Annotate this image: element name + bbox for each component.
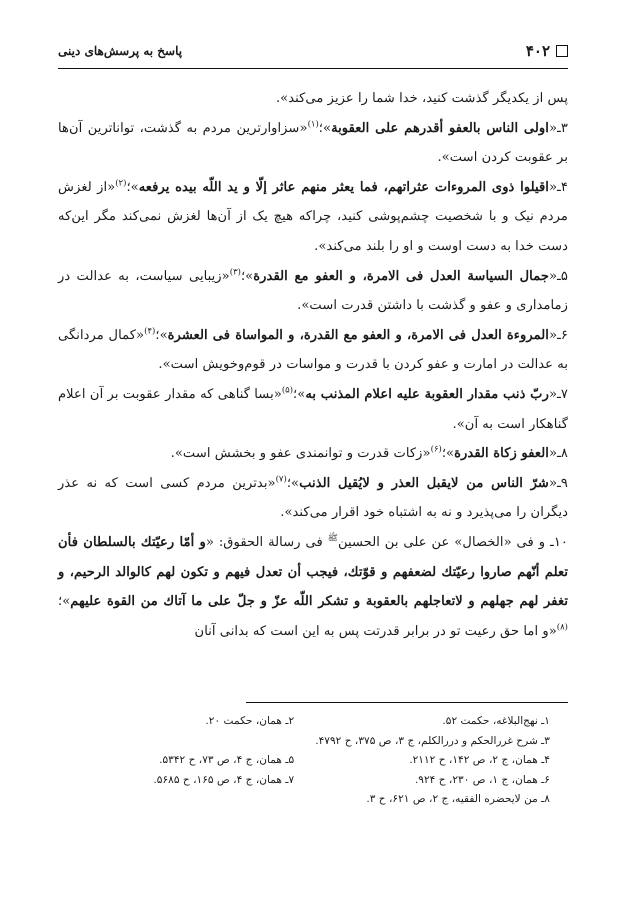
text-run: ۹ـ« bbox=[548, 475, 568, 491]
paragraph-p5 bbox=[58, 262, 568, 321]
footnote-marker: (۲) bbox=[115, 178, 127, 189]
text-run: ۶ـ« bbox=[548, 327, 568, 343]
square-icon bbox=[556, 45, 568, 57]
text-run: »؛ bbox=[293, 386, 306, 402]
text-run: «بدترین مردم کسی است که نه عذر دیگران را می‌پذیرد و نه به اشتباه خود اقرار می‌کند». bbox=[58, 475, 568, 521]
book-title: پاسخ به پرسش‌های دینی bbox=[58, 44, 183, 58]
paragraph-p3 bbox=[58, 114, 568, 173]
footnote-row bbox=[58, 751, 550, 771]
text-run: »؛ bbox=[318, 120, 332, 136]
arabic-quote: و أمّا رعیّتك بالسلطان فأن تعلم أنّهم صاروا رعیّتك لضعفهم و قوّتك، فیجب أن تعدل فیهم و تکون لهم کالوالد الرحیم، و تغفر لهم جهلهم و لاتعاجلهم بالعقوبة و تشکر اللّه عزّ و جلّ علی ما آتاك من القوة علیهم bbox=[58, 534, 568, 610]
text-run: »؛ bbox=[441, 446, 455, 462]
footnote-marker: (۱) bbox=[307, 119, 319, 130]
footnote-marker: (۵) bbox=[281, 385, 294, 396]
text-run: »؛ bbox=[155, 327, 168, 343]
arabic-quote: شرّ الناس من لایقبل العذر و لایُقیل الذنب bbox=[299, 475, 549, 491]
text-run: ۴ـ« bbox=[548, 179, 568, 195]
footnote: ۷ـ همان، ج ۴، ص ۱۶۵، ح ۵۶۸۵. bbox=[153, 773, 295, 786]
footnote-marker: (۳) bbox=[229, 267, 241, 278]
footnote: ۲ـ همان، حکمت ۲۰. bbox=[205, 715, 295, 727]
paragraph-p4 bbox=[58, 173, 568, 262]
footnote-marker: (۶) bbox=[430, 444, 442, 455]
footnote-marker: (۷) bbox=[275, 474, 287, 485]
paragraph-p9 bbox=[58, 469, 568, 528]
footnote: ۶ـ همان، ج ۱، ص ۲۳۰، ح ۹۲۴. bbox=[414, 773, 550, 786]
text-run: ۷ـ« bbox=[548, 386, 568, 402]
footnote-marker: (۸) bbox=[556, 622, 568, 633]
header-rule bbox=[58, 68, 568, 69]
text-run: ۳ـ« bbox=[548, 120, 568, 136]
paragraph-p10 bbox=[58, 528, 568, 646]
text-run: «و اما حق رعیت تو در برابر قدرتت پس به این است که بدانی آنان bbox=[194, 623, 557, 639]
footnote-rule bbox=[246, 702, 568, 703]
text-run: فی رسالة الحقوق: « bbox=[205, 534, 328, 550]
text-run: »؛ bbox=[58, 594, 71, 610]
page-number: ۴۰۲ bbox=[525, 42, 550, 60]
footnote-marker: ﷺ bbox=[327, 533, 338, 544]
arabic-quote: اقیلوا ذوی المروءات عثراتهم، فما یعثر منهم عاثر إلّا و ید اللّه بیده یرفعه bbox=[138, 179, 549, 195]
footnote: ۳ـ شرح غررالحکم و دررالکلم، ج ۳، ص ۳۷۵، ح ۴۷۹۲. bbox=[315, 734, 550, 747]
text-run: »؛ bbox=[286, 475, 300, 491]
paragraph-p8 bbox=[58, 439, 568, 469]
text-run: »؛ bbox=[126, 179, 139, 195]
text-run: «بسا گناهی که مقدار عقوبت بر آن اعلام گناهکار است به آن». bbox=[58, 386, 568, 432]
paragraph-p7 bbox=[58, 380, 568, 439]
main-text bbox=[58, 84, 568, 646]
text-run: «کمال مردانگی به عدالت در امارت و عفو کردن با قدرت و مواسات در قوم‌وخویش است». bbox=[58, 327, 568, 373]
text-run: «سزاوارترین مردم به گذشت، تواناترین آن‌ها بر عقوبت کردن است». bbox=[58, 120, 568, 166]
text-run: ۱۰ـ و فی «الخصال» عن علی بن الحسین bbox=[337, 534, 568, 550]
arabic-quote: ربّ ذنب مقدار العقوبة علیه اعلام المذنب به bbox=[305, 386, 549, 402]
text-run: «از لغزش مردم نیک و با شخصیت چشم‌پوشی کنید، چراکه هیچ یک از آن‌ها لغزش نمی‌کند مگر این‌که دست خدا به دست اوست و او را بلند می‌کند». bbox=[58, 179, 568, 254]
footnote-row bbox=[58, 771, 550, 791]
text-run: پس از یکدیگر گذشت کنید، خدا شما را عزیز می‌کند». bbox=[275, 91, 568, 106]
footnote-row bbox=[58, 732, 550, 752]
arabic-quote: جمال السیاسة العدل فی الامرة، و العفو مع القدرة bbox=[253, 268, 549, 284]
footnotes bbox=[58, 712, 550, 810]
footnote: ۵ـ همان، ج ۴، ص ۷۳، ح ۵۳۴۲. bbox=[159, 754, 295, 767]
text-run: ۵ـ« bbox=[548, 268, 569, 284]
page-number-block bbox=[526, 42, 568, 60]
footnote: ۴ـ همان، ج ۲، ص ۱۴۲، ح ۲۱۱۲. bbox=[409, 754, 550, 767]
paragraph-p6 bbox=[58, 321, 568, 380]
text-run: «زکات قدرت و توانمندی عفو و بخشش است». bbox=[170, 446, 431, 462]
footnote-marker: (۴) bbox=[144, 326, 156, 337]
text-run: »؛ bbox=[240, 268, 254, 284]
arabic-quote: المروءة العدل فی الامرة، و العفو مع القدرة، و المواساة فی العشرة bbox=[167, 327, 549, 343]
footnote-row bbox=[58, 712, 550, 732]
text-run: ۸ـ« bbox=[548, 446, 568, 462]
paragraph-p0 bbox=[58, 84, 568, 114]
footnote: ۸ـ من لایحضره الفقیه، ج ۲، ص ۶۲۱، ح ۳. bbox=[366, 793, 550, 806]
footnote-row bbox=[58, 790, 550, 810]
footnote: ۱ـ نهج‌البلاغه، حکمت ۵۲. bbox=[442, 715, 550, 727]
arabic-quote: اولی الناس بالعفو أقدرهم علی العقوبة bbox=[331, 120, 549, 136]
text-run: «زیبایی سیاست، به عدالت در زمامداری و عفو و گذشت با داشتن قدرت است». bbox=[58, 268, 568, 314]
arabic-quote: العفو زکاة القدرة bbox=[454, 446, 549, 462]
running-header bbox=[58, 40, 568, 62]
